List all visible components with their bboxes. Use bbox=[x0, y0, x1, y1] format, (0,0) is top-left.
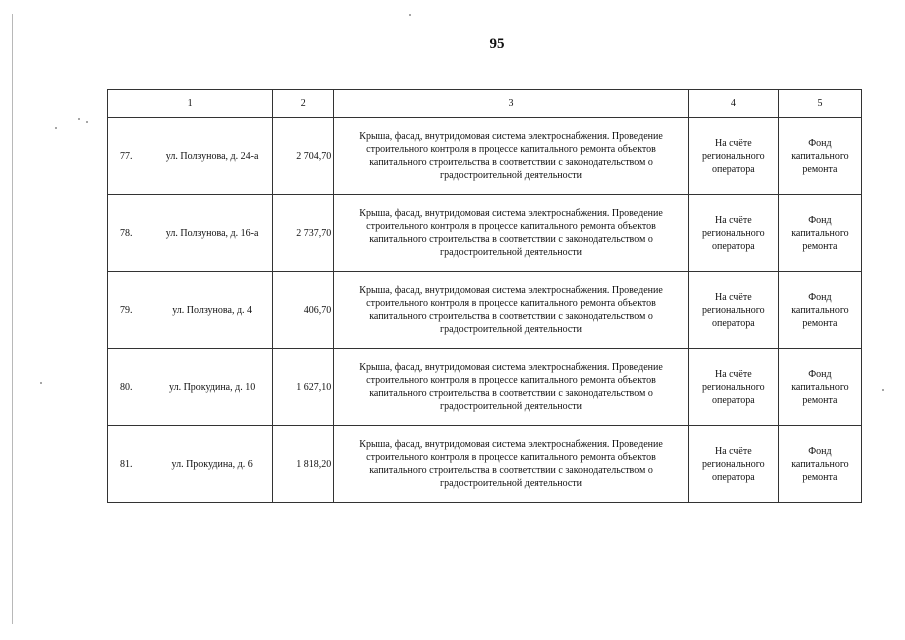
scan-speck bbox=[55, 127, 57, 129]
repair-works-table bbox=[107, 89, 862, 503]
account-cell: На счёте регионального оператора bbox=[688, 349, 778, 426]
address: ул. Прокудина, д. 10 bbox=[169, 381, 256, 393]
column-header: 2 bbox=[273, 90, 334, 118]
table-header-row bbox=[108, 90, 862, 118]
table-row bbox=[108, 349, 862, 426]
address-cell bbox=[108, 272, 273, 349]
row-number: 81. bbox=[120, 458, 133, 470]
work-description-cell: Крыша, фасад, внутридомовая система электроснабжения. Проведение строительного контроля в процессе капитального ремонта объектов капитального строительства в соответствии с законодательством о градостроительной деятельности bbox=[334, 272, 688, 349]
work-description-cell: Крыша, фасад, внутридомовая система электроснабжения. Проведение строительного контроля в процессе капитального ремонта объектов капитального строительства в соответствии с законодательством о градостроительной деятельности bbox=[334, 426, 688, 503]
area-cell: 1 627,10 bbox=[273, 349, 334, 426]
column-header: 3 bbox=[334, 90, 688, 118]
column-header: 5 bbox=[778, 90, 861, 118]
table-row bbox=[108, 426, 862, 503]
work-description-cell: Крыша, фасад, внутридомовая система электроснабжения. Проведение строительного контроля в процессе капитального ремонта объектов капитального строительства в соответствии с законодательством о градостроительной деятельности bbox=[334, 118, 688, 195]
address: ул. Ползунова, д. 4 bbox=[172, 304, 253, 316]
table-row bbox=[108, 195, 862, 272]
funding-source-cell: Фонд капитального ремонта bbox=[778, 195, 861, 272]
scan-speck bbox=[409, 14, 411, 16]
scan-speck bbox=[78, 118, 80, 120]
column-header: 1 bbox=[108, 90, 273, 118]
page-number: 95 bbox=[489, 36, 505, 52]
address: ул. Ползунова, д. 24-а bbox=[165, 150, 259, 162]
address: ул. Ползунова, д. 16-а bbox=[165, 227, 259, 239]
address-cell bbox=[108, 349, 273, 426]
account-cell: На счёте регионального оператора bbox=[688, 272, 778, 349]
address-cell bbox=[108, 118, 273, 195]
scan-speck bbox=[86, 121, 88, 123]
column-header: 4 bbox=[688, 90, 778, 118]
row-number: 80. bbox=[120, 381, 133, 393]
funding-source-cell: Фонд капитального ремонта bbox=[778, 272, 861, 349]
table-row bbox=[108, 272, 862, 349]
area-cell: 406,70 bbox=[273, 272, 334, 349]
funding-source-cell: Фонд капитального ремонта bbox=[778, 426, 861, 503]
address: ул. Прокудина, д. 6 bbox=[171, 458, 253, 470]
scan-speck bbox=[40, 382, 42, 384]
row-number: 78. bbox=[120, 227, 133, 239]
address-cell bbox=[108, 426, 273, 503]
account-cell: На счёте регионального оператора bbox=[688, 195, 778, 272]
funding-source-cell: Фонд капитального ремонта bbox=[778, 118, 861, 195]
area-cell: 2 737,70 bbox=[273, 195, 334, 272]
area-cell: 2 704,70 bbox=[273, 118, 334, 195]
area-cell: 1 818,20 bbox=[273, 426, 334, 503]
work-description-cell: Крыша, фасад, внутридомовая система электроснабжения. Проведение строительного контроля в процессе капитального ремонта объектов капитального строительства в соответствии с законодательством о градостроительной деятельности bbox=[334, 349, 688, 426]
account-cell: На счёте регионального оператора bbox=[688, 426, 778, 503]
funding-source-cell: Фонд капитального ремонта bbox=[778, 349, 861, 426]
account-cell: На счёте регионального оператора bbox=[688, 118, 778, 195]
scan-edge-line bbox=[12, 14, 13, 624]
row-number: 77. bbox=[120, 150, 133, 162]
table-row bbox=[108, 118, 862, 195]
address-cell bbox=[108, 195, 273, 272]
scan-speck bbox=[882, 389, 884, 391]
work-description-cell: Крыша, фасад, внутридомовая система электроснабжения. Проведение строительного контроля в процессе капитального ремонта объектов капитального строительства в соответствии с законодательством о градостроительной деятельности bbox=[334, 195, 688, 272]
row-number: 79. bbox=[120, 304, 133, 316]
